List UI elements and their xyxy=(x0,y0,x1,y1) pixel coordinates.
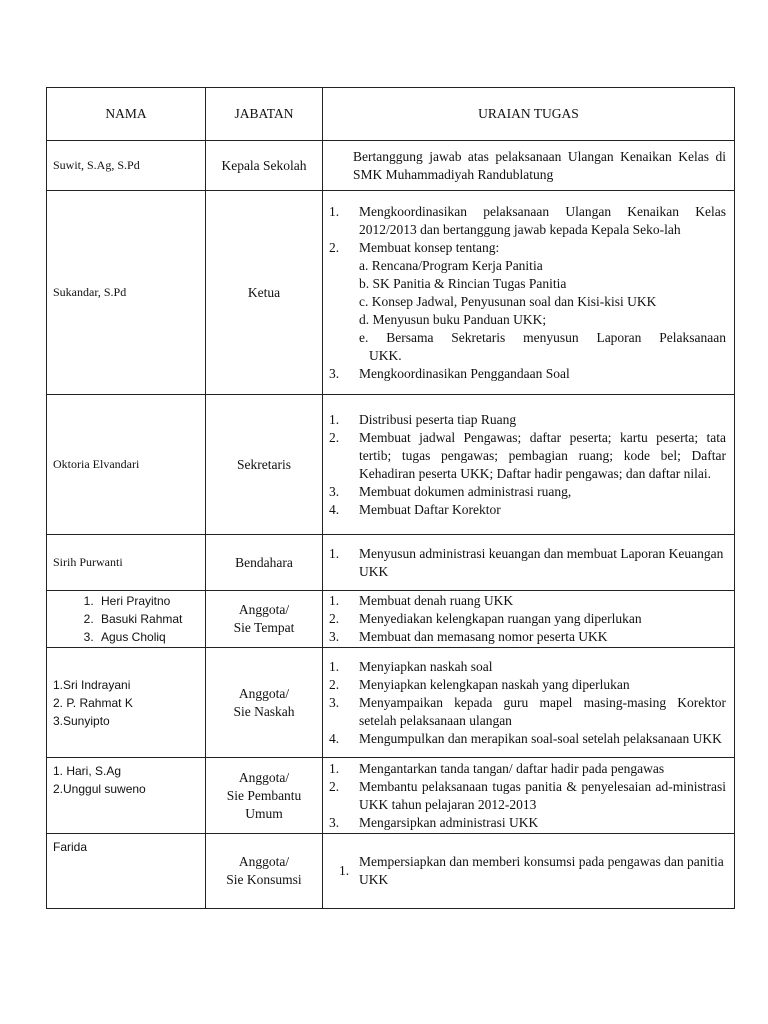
member-role: Ketua xyxy=(206,191,323,395)
duty-item xyxy=(329,658,726,676)
duty-number: 1. xyxy=(329,203,340,219)
header-uraian-tugas: URAIAN TUGAS xyxy=(323,88,735,141)
duty-text: Mengantarkan tanda tangan/ daftar hadir pada pengawas xyxy=(359,760,665,776)
member-name: 1. Heri Prayitno xyxy=(97,592,201,610)
table-row xyxy=(47,591,735,648)
duty-text: Mengarsipkan administrasi UKK xyxy=(359,814,539,830)
duty-text: Menyiapkan naskah soal xyxy=(359,658,493,674)
duty-text: Bertanggung jawab atas pelaksanaan Ulangan Kenaikan Kelas di SMK Muhammadiyah Randublatung xyxy=(353,148,726,182)
member-role: Kepala Sekolah xyxy=(206,141,323,191)
duty-item xyxy=(329,365,726,383)
duty-number: 2. xyxy=(329,778,340,794)
role-line: Anggota/ xyxy=(238,769,290,785)
duty-list xyxy=(323,648,735,758)
role-line: Sie Konsumsi xyxy=(226,872,302,887)
duty-number: 4. xyxy=(329,730,340,746)
duty-text: Menyediakan kelengkapan ruangan yang diperlukan xyxy=(359,611,642,626)
duty-item xyxy=(329,778,726,814)
table-row xyxy=(47,191,735,395)
role-line: Anggota/ xyxy=(238,602,290,617)
duty-list xyxy=(323,395,735,535)
duty-number: 3. xyxy=(329,629,340,644)
duty-item xyxy=(329,483,726,501)
duty-text: Menyampaikan kepada guru mapel masing-masing Korektor setelah pelaksanaan ulangan xyxy=(359,694,726,728)
table-row xyxy=(47,834,735,909)
duty-item xyxy=(329,429,726,483)
member-name: Oktoria Elvandari xyxy=(47,395,206,535)
duty-item xyxy=(329,203,726,239)
duty-number: 1. xyxy=(329,760,340,776)
duty-item xyxy=(329,694,726,730)
duty-item xyxy=(329,853,726,889)
member-names xyxy=(47,591,206,648)
duty-number: 3. xyxy=(329,365,340,381)
duty-text: Membuat jadwal Pengawas; daftar peserta; kartu peserta; tata tertib; tugas pengawas; pembagian ruang; kode bel; Daftar Kehadiran peserta UKK; Daftar hadir pengawas; dan daftar nilai. xyxy=(359,429,726,481)
member-name: Farida xyxy=(47,834,206,909)
duty-text: Membantu pelaksanaan tugas panitia & penyelesaian ad-ministrasi UKK tahun pelajaran 2012-2013 xyxy=(359,778,726,812)
header-jabatan: JABATAN xyxy=(206,88,323,141)
duty-list xyxy=(323,834,735,909)
member-names xyxy=(47,648,206,758)
duty-subitem: c. Konsep Jadwal, Penyusunan soal dan Kisi-kisi UKK xyxy=(359,293,657,309)
duty-subitem: e. Bersama Sekretaris menyusun Laporan Pelaksanaan xyxy=(359,329,726,345)
table-row xyxy=(47,648,735,758)
duty-list xyxy=(323,591,735,648)
duty-item xyxy=(329,411,726,429)
duty-number: 1. xyxy=(329,545,340,561)
duty-text: Distribusi peserta tiap Ruang xyxy=(359,411,517,427)
duty-subitem: d. Menyusun buku Panduan UKK; xyxy=(359,311,547,327)
member-role: Sekretaris xyxy=(206,395,323,535)
role-line: Sie Pembantu xyxy=(226,787,302,803)
header-nama: NAMA xyxy=(47,88,206,141)
duty-text: Membuat konsep tentang: xyxy=(359,239,500,255)
member-name-list xyxy=(53,592,201,646)
duty-table-page xyxy=(46,87,734,909)
duty-text: Membuat Daftar Korektor xyxy=(359,501,501,517)
duty-list xyxy=(323,758,735,834)
role-line: Umum xyxy=(245,805,283,821)
duty-text: Membuat dokumen administrasi ruang, xyxy=(359,483,572,499)
table-row xyxy=(47,141,735,191)
duty-text: Menyusun administrasi keuangan dan membuat Laporan Keuangan UKK xyxy=(359,545,724,579)
member-name: 2.Unggul suweno xyxy=(53,782,146,796)
member-name: 1. Hari, S.Ag xyxy=(53,764,122,778)
duty-number: 1. xyxy=(338,863,350,878)
duty-text: Mengkoordinasikan Penggandaan Soal xyxy=(359,365,570,381)
duty-number: 1. xyxy=(329,593,340,608)
member-name: Sirih Purwanti xyxy=(47,535,206,591)
duty-item xyxy=(329,501,726,519)
duty-text: Membuat dan memasang nomor peserta UKK xyxy=(359,629,608,644)
duty-item xyxy=(329,239,726,257)
member-names xyxy=(47,758,206,834)
member-name: 1.Sri Indrayani xyxy=(53,677,131,692)
duty-number: 4. xyxy=(329,501,340,517)
duty-item xyxy=(329,814,726,832)
duty-number: 2. xyxy=(329,676,340,692)
committee-duty-table xyxy=(46,87,735,909)
duty-subitem: b. SK Panitia & Rincian Tugas Panitia xyxy=(359,275,567,291)
role-line: Sie Naskah xyxy=(233,703,295,719)
duty-item xyxy=(329,628,726,646)
table-header-row xyxy=(47,88,735,141)
duty-number: 1. xyxy=(329,411,340,427)
duty-description xyxy=(323,141,735,191)
duty-text: Mempersiapkan dan memberi konsumsi pada pengawas dan panitia UKK xyxy=(359,854,724,887)
member-role xyxy=(206,591,323,648)
table-row xyxy=(47,395,735,535)
duty-number: 2. xyxy=(329,429,340,445)
duty-item xyxy=(329,610,726,628)
duty-number: 3. xyxy=(329,483,340,499)
duty-item xyxy=(329,592,726,610)
role-line: Sie Tempat xyxy=(233,620,295,635)
role-line: Anggota/ xyxy=(238,854,290,869)
duty-item xyxy=(329,760,726,778)
duty-item xyxy=(329,730,726,748)
duty-number: 2. xyxy=(329,611,340,626)
duty-text: Mengumpulkan dan merapikan soal-soal setelah pelaksanaan UKK xyxy=(359,730,722,746)
member-name: 3.Sunyipto xyxy=(53,713,110,728)
duty-item xyxy=(329,545,726,581)
duty-text: Menyiapkan kelengkapan naskah yang diperlukan xyxy=(359,676,630,692)
member-name: 3. Agus Choliq xyxy=(97,628,201,646)
member-name: 2. Basuki Rahmat xyxy=(97,610,201,628)
duty-number: 1. xyxy=(329,658,340,674)
member-role: Bendahara xyxy=(206,535,323,591)
member-name: Suwit, S.Ag, S.Pd xyxy=(47,141,206,191)
duty-subitem: a. Rencana/Program Kerja Panitia xyxy=(359,257,543,273)
table-row xyxy=(47,535,735,591)
table-row xyxy=(47,758,735,834)
duty-text: Mengkoordinasikan pelaksanaan Ulangan Kenaikan Kelas 2012/2013 dan bertanggung jawab kepada Kepala Seko-lah xyxy=(359,203,726,237)
duty-number: 3. xyxy=(329,694,340,710)
duty-text: Membuat denah ruang UKK xyxy=(359,593,514,608)
member-role xyxy=(206,758,323,834)
duty-list xyxy=(323,191,735,395)
duty-list xyxy=(323,535,735,591)
duty-number: 2. xyxy=(329,239,340,255)
duty-subitem: UKK. xyxy=(369,347,402,363)
member-role xyxy=(206,648,323,758)
member-name: Sukandar, S.Pd xyxy=(47,191,206,395)
duty-item xyxy=(329,676,726,694)
role-line: Anggota/ xyxy=(238,685,290,701)
duty-number: 3. xyxy=(329,814,340,830)
member-name: 2. P. Rahmat K xyxy=(53,695,133,710)
member-role xyxy=(206,834,323,909)
